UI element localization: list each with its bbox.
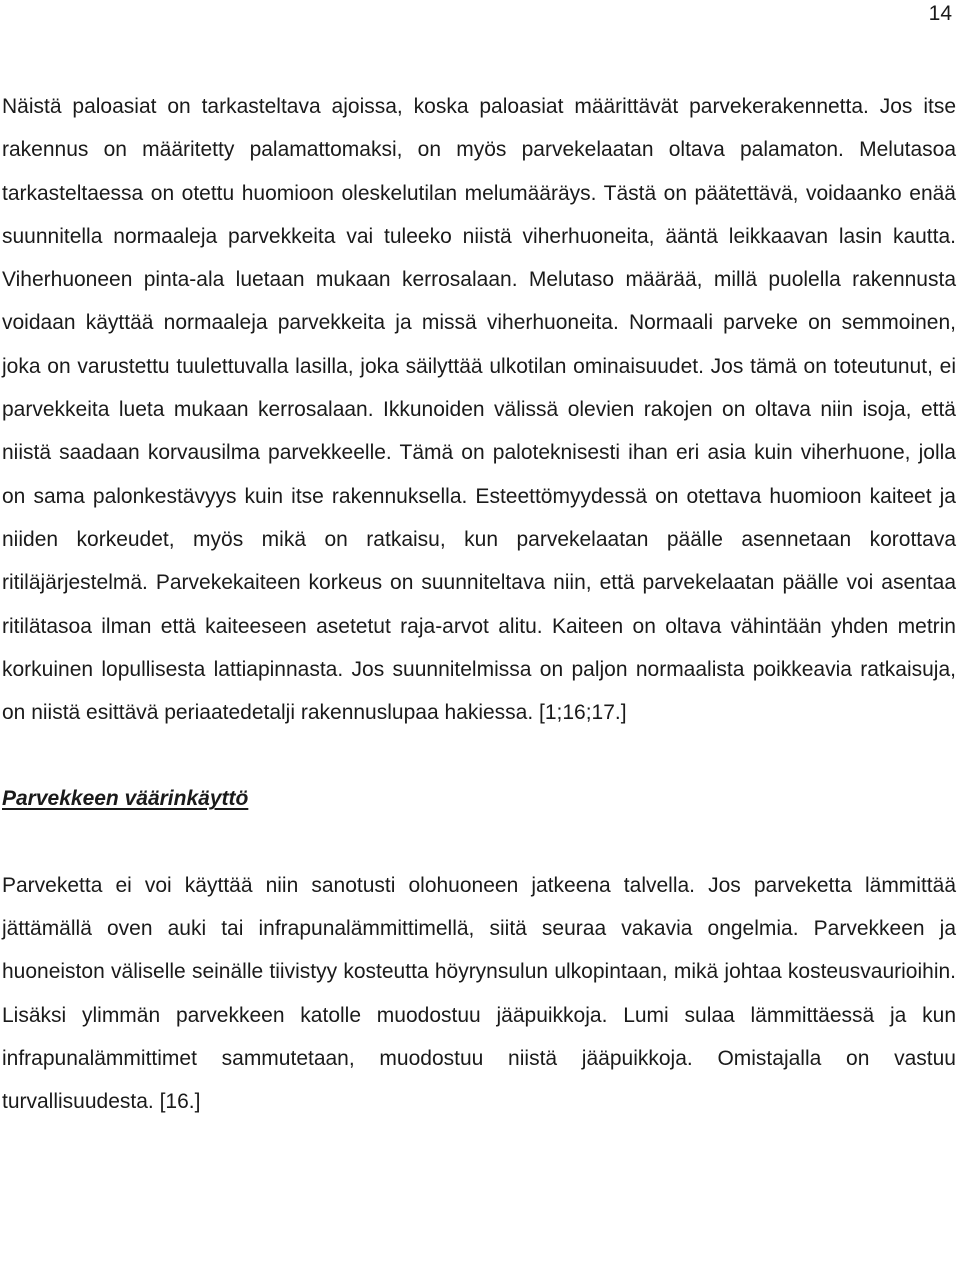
page-number: 14: [928, 2, 952, 25]
document-body: [2, 85, 956, 1124]
section-heading: Parvekkeen väärinkäyttö: [2, 787, 249, 811]
paragraph-fire-and-noise: Näistä paloasiat on tarkasteltava ajoissa, koska paloasiat määrittävät parvekerakennetta. Jos itse rakennus on määritetty palamattomaksi, on myös parvekelaatan oltava palamaton. Melutasoa tarkasteltaessa on otettu huomioon oleskelutilan melumääräys. Tästä on päätettävä, voidaanko enää suunnitella normaaleja parvekkeita vai tuleeko niistä viherhuoneita, ääntä leikkaavan lasin kautta. Viherhuoneen pinta-ala luetaan mukaan kerrosalaan. Melutaso määrää, millä puolella rakennusta voidaan käyttää normaaleja parvekkeita ja missä viherhuoneita. Normaali parveke on semmoinen, joka on varustettu tuulettuvalla lasilla, joka säilyttää ulkotilan ominaisuudet. Jos tämä on toteutunut, ei parvekkeita lueta mukaan kerrosalaan. Ikkunoiden välissä olevien rakojen on oltava niin isoja, että niistä saadaan korvausilma parvekkeelle. Tämä on paloteknisesti ihan eri asia kuin viherhuone, jolla on sama palonkestävyys kuin itse rakennuksella. Esteettömyydessä on otettava huomioon kaiteet ja niiden korkeudet, myös mikä on ratkaisu, kun parvekelaatan päälle asennetaan korottava ritiläjärjestelmä. Parvekekaiteen korkeus on suunniteltava niin, että parvekelaatan päälle voi asentaa ritilätasoa ilman että kaiteeseen asetetut raja-arvot alitu. Kaiteen on oltava vähintään yhden metrin korkuinen lopullisesta lattiapinnasta. Jos suunnitelmissa on paljon normaalista poikkeavia ratkaisuja, on niistä esittävä periaatedetalji rakennuslupaa hakiessa. [1;16;17.]: [2, 95, 956, 725]
paragraph-balcony-misuse: Parveketta ei voi käyttää niin sanotusti olohuoneen jatkeena talvella. Jos parveketta lämmittää jättämällä oven auki tai infrapunalämmittimellä, siitä seuraa vakavia ongelmia. Parvekkeen ja huoneiston väliselle seinälle tiivistyy kosteutta höyrynsulun ulkopintaan, mikä johtaa kosteusvaurioihin. Lisäksi ylimmän parvekkeen katolle muodostuu jääpuikkoja. Lumi sulaa lämmittäessä ja kun infrapunalämmittimet sammutetaan, muodostuu niistä jääpuikkoja. Omistajalla on vastuu turvallisuudesta. [16.]: [2, 873, 956, 1114]
